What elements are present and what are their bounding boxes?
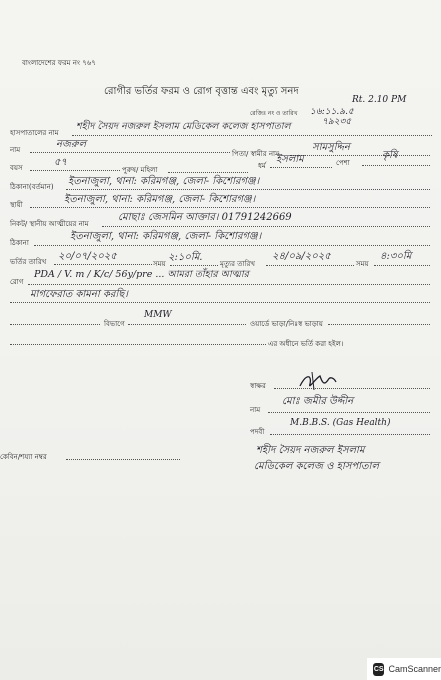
hospital-label: হাসপাতালের নাম bbox=[10, 129, 59, 137]
disease-value-2: মাগফেরাত কামনা করছি। bbox=[30, 289, 128, 300]
register-value: ৭৯২৩৫ bbox=[322, 117, 352, 127]
occupation-value: কৃষি bbox=[382, 150, 398, 161]
time-note: Rt. 2.10 PM bbox=[352, 95, 407, 105]
father-label: পিতা/ স্বামীর নাম bbox=[232, 150, 279, 158]
gender-label: পুরুষ/ মহিলা bbox=[122, 166, 158, 174]
name-value: নজরুল bbox=[56, 139, 87, 150]
religion-value: ইসলাম bbox=[276, 154, 304, 165]
address-present-value: ইতনাজুলা, থানা: করিমগঞ্জ, জেলা- কিশোরগঞ্জ। bbox=[68, 176, 260, 187]
death-date-label: মৃত্যুর তারিখ bbox=[220, 260, 255, 268]
address-present-label: ঠিকানা(বর্তমান) bbox=[10, 183, 54, 191]
relative-address-label: ঠিকানা bbox=[10, 239, 29, 247]
address-permanent-value: ইতনাজুলা, থানা: করিমগঞ্জ, জেলা- কিশোরগঞ্জ। bbox=[64, 194, 256, 205]
relative-value: মোছাঃ জেসমিন আক্তার। 01791242669 bbox=[118, 212, 292, 223]
camscanner-watermark bbox=[367, 658, 441, 680]
religion-label: ধর্ম bbox=[258, 162, 266, 170]
form-title: রোগীর ভর্তির ফরম ও রোগ বৃত্তান্ত এবং মৃত্যু সনদ bbox=[104, 86, 299, 97]
signature-label: স্বাক্ষর bbox=[250, 382, 266, 390]
ward-label: ওয়ার্ডে ভাড়া/নিঃস্ব ভাড়ায় bbox=[250, 320, 323, 328]
address-permanent-label: স্থায়ী bbox=[10, 201, 23, 209]
age-value: ৫৭ bbox=[54, 157, 67, 168]
name-label: নাম bbox=[10, 146, 21, 154]
register-label: রেজিঃ নং ও তারিখ bbox=[250, 110, 298, 117]
disease-label: রোগ bbox=[10, 278, 24, 286]
signature-mark bbox=[298, 370, 338, 392]
admission-date-label: ভর্তির তারিখ bbox=[10, 258, 47, 266]
under-label: এর অধীনে ভর্তি করা হইল। bbox=[268, 340, 344, 348]
relative-address-value: ইতনাজুলা, থানা: করিমগঞ্জ, জেলা- কিশোরগঞ্জ। bbox=[70, 231, 262, 242]
admission-time-value: ২:১০মি. bbox=[168, 252, 203, 263]
relative-label: নিকট/ স্থানীয় আত্মীয়ের নাম bbox=[10, 220, 89, 228]
designation-label: পদবী bbox=[250, 428, 265, 436]
disease-value: PDA / V. m / K/c/ 56y/pre ... আমরা তাঁহার আত্মার bbox=[34, 269, 249, 280]
death-date-value: ২৪/০৯/২০২৫ bbox=[272, 251, 331, 262]
doctor-name-label: নাম bbox=[250, 406, 261, 414]
camscanner-logo-icon: CS bbox=[373, 663, 384, 676]
admission-time-label: সময় bbox=[153, 260, 166, 268]
occupation-label: পেশা bbox=[336, 159, 350, 167]
death-time-value: ৪:৩০মি bbox=[380, 251, 412, 262]
age-label: বয়স bbox=[10, 164, 23, 172]
division-value: MMW bbox=[144, 310, 172, 320]
bed-label: কেবিন/শয্যা নম্বর bbox=[0, 453, 47, 461]
hospital-note-2: মেডিকেল কলেজ ও হাসপাতাল bbox=[254, 461, 379, 472]
register-date: ১৬:১১.৯.৫ bbox=[310, 107, 354, 117]
death-time-label: সময় bbox=[356, 260, 369, 268]
division-label: বিভাগে bbox=[104, 320, 125, 328]
hospital-value: শহীদ সৈয়দ নজরুল ইসলাম মেডিকেল কলেজ হাসপাতাল bbox=[76, 121, 291, 132]
camscanner-brand: CamScanner bbox=[388, 664, 441, 674]
form-number: বাংলাদেশের ফরম নং ৭৬৭ bbox=[22, 59, 96, 67]
doctor-name-value: মোঃ জমীর উদ্দীন bbox=[282, 396, 354, 407]
designation-value: M.B.B.S. (Gas Health) bbox=[290, 418, 391, 428]
admission-date-value: ২০/০৭/২০২৫ bbox=[58, 251, 117, 262]
father-value: সামসুদ্দিন bbox=[312, 142, 350, 153]
hospital-note: শহীদ সৈয়দ নজরুল ইসলাম bbox=[256, 445, 365, 456]
